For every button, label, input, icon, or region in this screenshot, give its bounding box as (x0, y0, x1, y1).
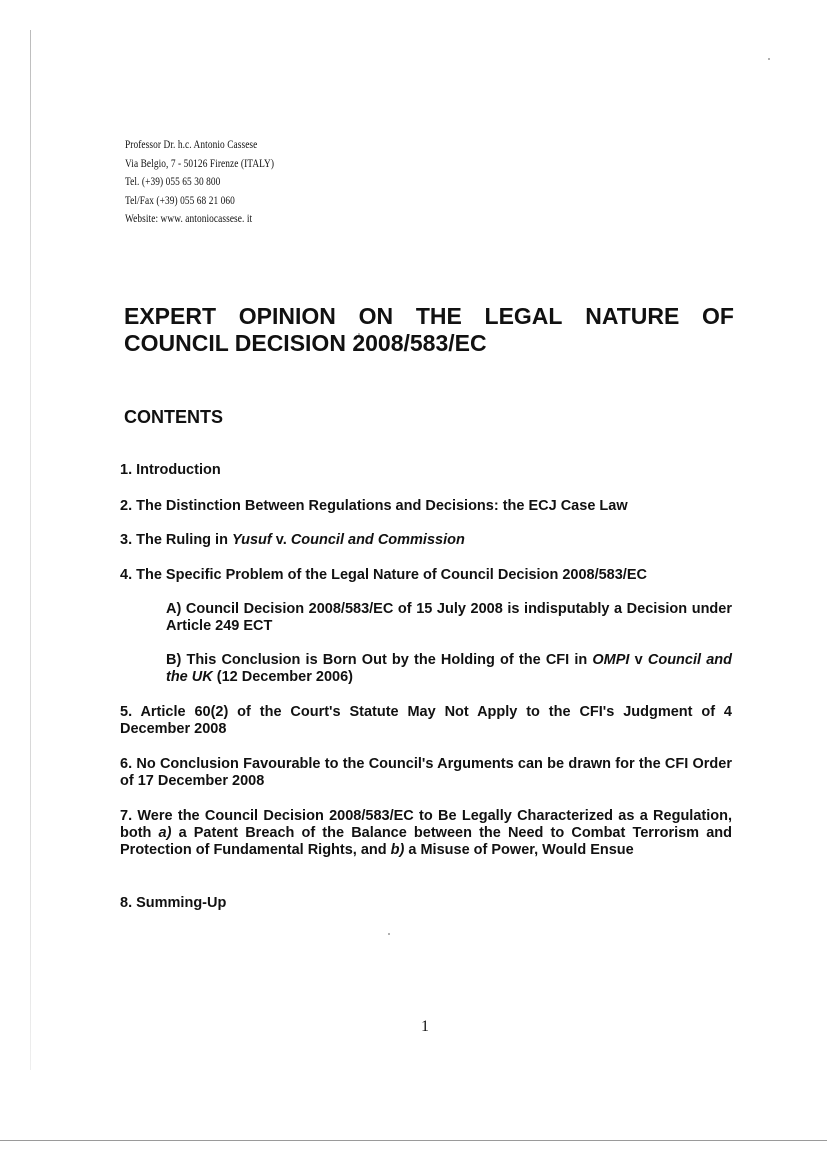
toc-subitem-b (166, 652, 732, 686)
toc-text: v (629, 652, 648, 668)
toc-item-summing-up: 8. Summing-Up (120, 895, 227, 911)
document-title (124, 303, 734, 357)
scan-speck (388, 933, 390, 935)
toc-item-yusuf-ruling (120, 532, 732, 549)
toc-item-no-conclusion: 6. No Conclusion Favourable to the Council's Arguments can be drawn for the CFI Order of 17 December 2008 (120, 756, 732, 789)
title-line-1 (124, 303, 734, 330)
toc-emphasis: a) (158, 825, 172, 841)
toc-item-article-60: 5. Article 60(2) of the Court's Statute May Not Apply to the CFI's Judgment of 4 December 2008 (120, 704, 732, 737)
sender-address-block (125, 135, 274, 228)
title-word: ON (358, 303, 394, 329)
address-line-fax: Tel/Fax (+39) 055 68 21 060 (125, 192, 235, 207)
title-word: THE (415, 303, 462, 329)
toc-text: a Misuse of Power, Would Ensue (404, 842, 634, 858)
case-party: OMPI (592, 652, 630, 668)
case-party: Council and the UK (166, 652, 732, 685)
toc-text: (12 December 2006) (212, 669, 353, 685)
toc-text: 3. The Ruling in (120, 532, 232, 548)
title-word: NATURE (585, 303, 680, 329)
case-party: Yusuf (231, 532, 272, 548)
scan-bottom-edge (0, 1140, 827, 1141)
toc-subitem-a: A) Council Decision 2008/583/EC of 15 July 2008 is indisputably a Decision under Article 249 ECT (166, 601, 732, 634)
scan-speck (768, 58, 770, 60)
toc-text: v. (271, 532, 291, 548)
contents-heading: CONTENTS (124, 407, 223, 427)
scan-left-edge (30, 30, 31, 1070)
toc-text: a Patent Breach of the Balance between the Need to Combat Terrorism and Protection of Fundamental Rights, and (120, 825, 732, 858)
address-line-street: Via Belgio, 7 - 50126 Firenze (ITALY) (125, 155, 275, 170)
address-line-tel: Tel. (+39) 055 65 30 800 (125, 174, 221, 188)
toc-item-specific-problem: 4. The Specific Problem of the Legal Nature of Council Decision 2008/583/EC (120, 567, 647, 583)
toc-item-regulation-characterization (120, 808, 732, 859)
address-line-website: Website: www. antoniocassese. it (125, 211, 253, 225)
toc-text: 7. Were the Council Decision 2008/583/EC to Be Legally Characterized as a Regulation, both (120, 808, 732, 841)
toc-emphasis: b) (390, 842, 405, 858)
title-word: OF (702, 303, 734, 329)
toc-item-introduction: 1. Introduction (120, 462, 221, 478)
title-word: OPINION (238, 303, 336, 329)
page-number: 1 (421, 1018, 429, 1035)
address-line-name: Professor Dr. h.c. Antonio Cassese (125, 137, 258, 151)
case-party: Council and Commission (290, 532, 465, 548)
title-line-2: COUNCIL DECISION 2008/583/EC (124, 330, 487, 356)
title-word: LEGAL (484, 303, 563, 329)
toc-text: B) This Conclusion is Born Out by the Holding of the CFI in (166, 652, 593, 668)
title-word: EXPERT (124, 303, 217, 329)
toc-item-distinction: 2. The Distinction Between Regulations and Decisions: the ECJ Case Law (120, 498, 628, 514)
